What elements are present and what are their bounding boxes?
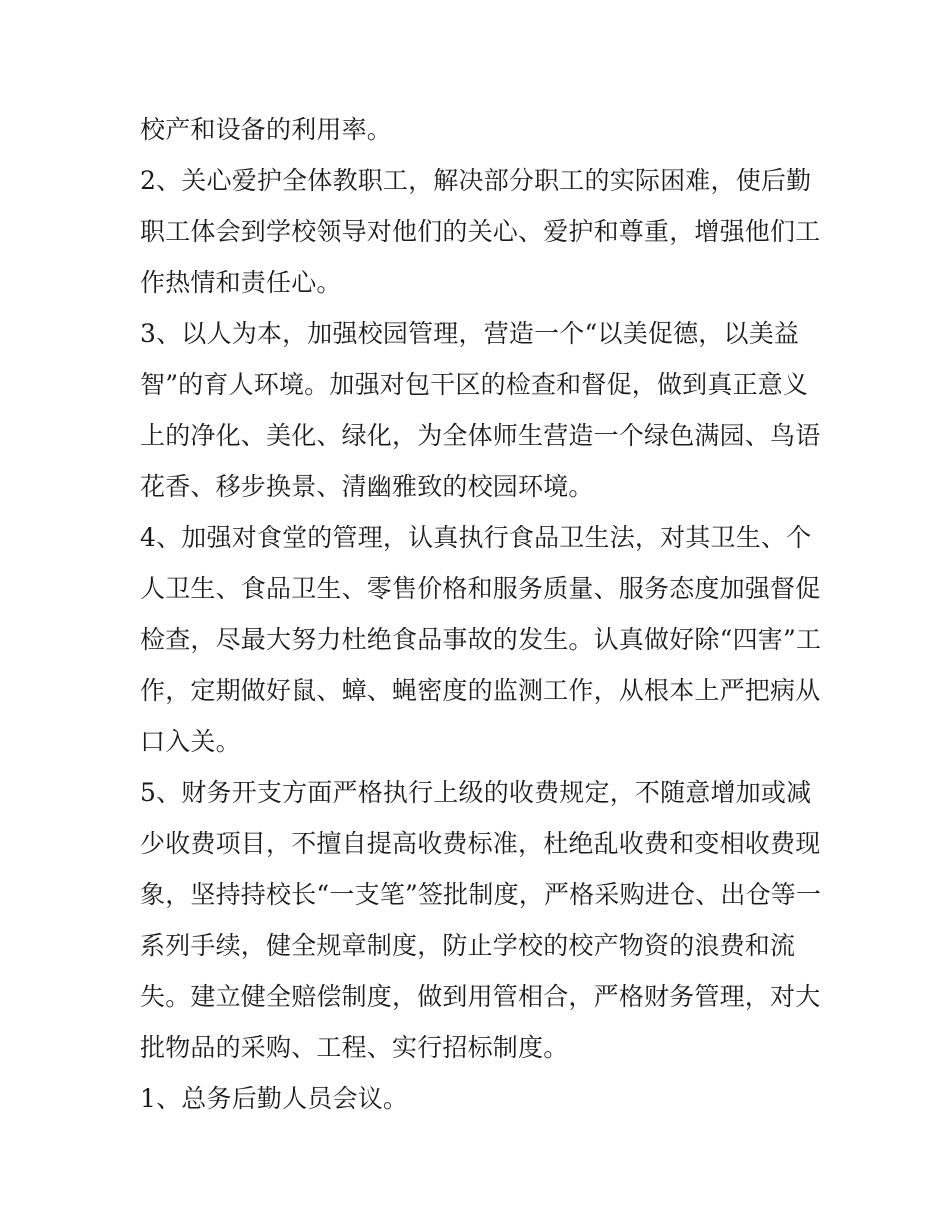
paragraph-equipment-utilization [140, 104, 814, 155]
text-line: 口入关。 [140, 727, 241, 756]
text-line: 批物品的采购、工程、实行招标制度。 [140, 1033, 569, 1062]
text-line: 系列手续，健全规章制度，防止学校的校产物资的浪费和流 [140, 931, 796, 960]
text-line: 作，定期做好鼠、蟑、蝇密度的监测工作，从根本上严把病从 [140, 676, 821, 705]
text-line: 失。建立健全赔偿制度，做到用管相合，严格财务管理，对大 [140, 982, 821, 1011]
text-line: 象，坚持持校长“一支笔”签批制度，严格采购进仓、出仓等一 [140, 880, 822, 909]
text-line: 人卫生、食品卫生、零售价格和服务质量、服务态度加强督促 [140, 574, 821, 603]
text-line: 少收费项目，不擅自提高收费标准，杜绝乱收费和变相收费现 [140, 829, 821, 858]
text-line: 1、总务后勤人员会议。 [140, 1084, 409, 1113]
text-line: 作热情和责任心。 [140, 268, 342, 297]
text-line: 2、关心爱护全体教职工，解决部分职工的实际困难，使后勤 [140, 166, 812, 195]
text-line: 校产和设备的利用率。 [140, 115, 393, 144]
paragraph-item-4-canteen [140, 512, 822, 767]
document-body [140, 104, 822, 1124]
paragraph-item-5-finance [140, 767, 822, 1073]
text-line: 智”的育人环境。加强对包干区的检查和督促，做到真正意义 [140, 370, 809, 399]
text-line: 上的净化、美化、绿化，为全体师生营造一个绿色满园、鸟语 [140, 421, 821, 450]
text-line: 3、以人为本，加强校园管理，营造一个“以美促德，以美益 [140, 319, 800, 348]
text-line: 5、财务开支方面严格执行上级的收费规定，不随意增加或减 [140, 778, 812, 807]
text-line: 职工体会到学校领导对他们的关心、爱护和尊重，增强他们工 [140, 217, 821, 246]
paragraph-item-2-staff-care [140, 155, 821, 308]
paragraph-item-3-campus-management [140, 308, 821, 512]
paragraph-meeting-item-1 [140, 1073, 814, 1124]
text-line: 花香、移步换景、清幽雅致的校园环境。 [140, 472, 594, 501]
text-line: 4、加强对食堂的管理，认真执行食品卫生法，对其卫生、个 [140, 523, 812, 552]
text-line: 检查，尽最大努力杜绝食品事故的发生。认真做好除“四害”工 [140, 625, 822, 654]
